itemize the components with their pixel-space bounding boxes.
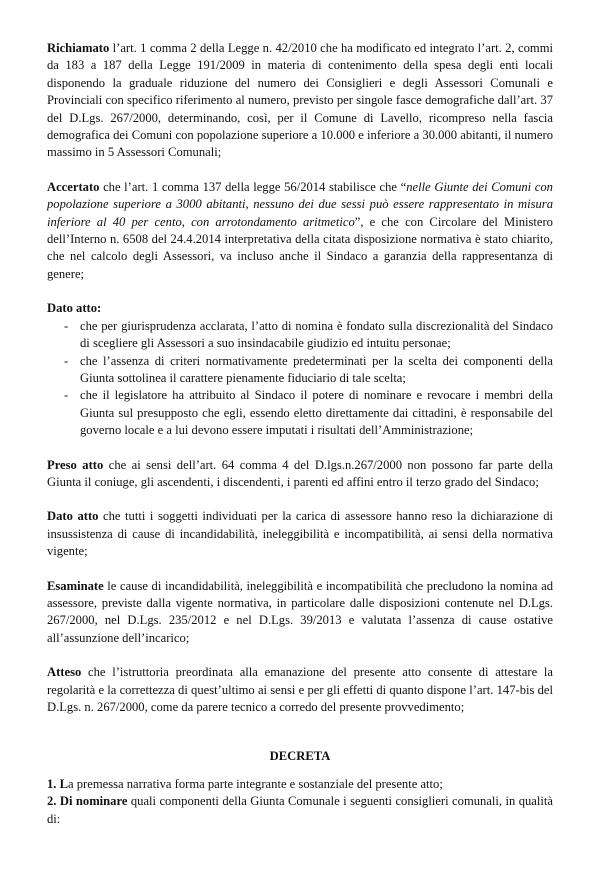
dash-bullet: - [64, 353, 69, 368]
paragraph-text: ”, e che con Circolare del Ministero dell’Interno n. 6508 del 24.4.2014 interpretativa della citata disposizione normativa è stato chiarito, che nel calcolo degli Assessori, va incluso anche il Sindaco a garanzia della rappresentanza di genere; [47, 214, 553, 281]
paragraph-lead: Accertato [47, 179, 100, 194]
paragraph-text: che ai sensi dell’art. 64 comma 4 del D.lgs.n.267/2000 non possono far parte della Giunta il coniuge, gli ascendenti, i discendenti, i parenti ed affini entro il terzo grado del Sindaco; [47, 457, 554, 489]
dash-bullet: - [64, 388, 69, 403]
paragraph-preso-atto [47, 457, 553, 492]
list-item-text: che per giurisprudenza acclarata, l’atto di nomina è fondato sulla discrezionalità del Sindaco di scegliere gli Assessori a suo insindacabile giudizio ed intuitu personae; [80, 318, 553, 351]
paragraph-text: l’art. 1 comma 2 della Legge n. 42/2010 che ha modificato ed integrato l’art. 2, commi da 183 a 187 della Legge 191/2009 in materia di contenimento della spesa degli enti locali disponendo la graduale riduzione del numero dei Consiglieri e degli Assessori Comunali e Provinciali con specifico riferimento al numero, previsto per singole fasce demografiche dall’art. 37 del D.Lgs. 267/2000, determinando, così, per il Comune di Lavello, ricompreso nella fascia demografica dei Comuni con popolazione superiore a 10.000 e inferiore a 30.000 abitanti, il numero massimo in 5 Assessori Comunali; [47, 41, 553, 160]
list-item [47, 318, 553, 353]
paragraph-atteso [47, 664, 553, 716]
item-text: a premessa narrativa forma parte integrante e sostanziale del presente atto; [68, 776, 443, 791]
paragraph-lead: Atteso [47, 665, 82, 680]
document-page [47, 40, 553, 828]
dato-atto-list [47, 318, 553, 440]
paragraph-accertato [47, 179, 553, 283]
item-lead: 2. Di nominare [47, 794, 128, 809]
paragraph-lead: Preso atto [47, 457, 104, 472]
paragraph-lead: Richiamato [47, 41, 110, 55]
paragraph-esaminate [47, 578, 553, 648]
paragraph-dato-atto-heading [47, 300, 553, 317]
paragraph-text: che l’art. 1 comma 137 della legge 56/2014 stabilisce che “ [99, 179, 407, 194]
paragraph-text: che tutti i soggetti individuati per la carica di assessore hanno reso la dichiarazione di insussistenza di cause di incandidabilità, ineleggibilità e incompatibilità, ai sensi della normativa vigente; [47, 509, 553, 559]
paragraph-text: le cause di incandidabilità, ineleggibilità e incompatibilità che precludono la nomina ad assessore, previste dalla vigente normativa, in particolare dalle disposizioni contenute nel D.Lgs. 267/2000, nel D.Lgs. 235/2012 e nel D.Lgs. 39/2013 e valutata l’assenza di cause ostative all’assunzione dell’incarico; [47, 578, 553, 645]
list-item [47, 353, 553, 388]
paragraph-lead: Esaminate [47, 578, 104, 593]
paragraph-lead: Dato atto [47, 509, 99, 524]
dash-bullet: - [64, 318, 69, 333]
item-lead: 1. L [47, 776, 68, 791]
list-item [47, 387, 553, 439]
quoted-law-text: nelle Giunte dei Comuni con popolazione superiore a 3000 abitanti, nessuno dei due sessi può essere rappresentato in misura inferiore al 40 per cento, con arrotondamento aritmetico [47, 179, 553, 229]
paragraph-dato-atto [47, 508, 553, 560]
item-text: quali componenti della Giunta Comunale i seguenti consiglieri comunali, in qualità di: [47, 794, 553, 826]
decreta-heading: DECRETA [269, 749, 331, 764]
decree-item-1 [47, 776, 553, 793]
decree-item-2 [47, 793, 553, 828]
paragraph-text: che l’istruttoria preordinata alla emanazione del presente atto consente di attestare la regolarità e la correttezza di quest’ultimo ai sensi e per gli effetti di quanto dispone l’art. 147-bis del D.Lgs. n. 267/2000, come da parere tecnico a corredo del presente provvedimento; [47, 665, 553, 714]
list-item-text: che il legislatore ha attribuito al Sindaco il potere di nominare e revocare i membri della Giunta sul presupposto che egli, essendo eletto direttamente dai cittadini, è responsabile del governo locale e a lui devono essere imputati i risultati dell’Amministrazione; [80, 388, 553, 438]
paragraph-lead: Dato atto: [47, 301, 102, 316]
list-item-text: che l’assenza di criteri normativamente predeterminati per la scelta dei componenti della Giunta sottolinea il carattere pienamente fiduciario di tale scelta; [80, 353, 553, 385]
paragraph-richiamato [47, 40, 553, 162]
